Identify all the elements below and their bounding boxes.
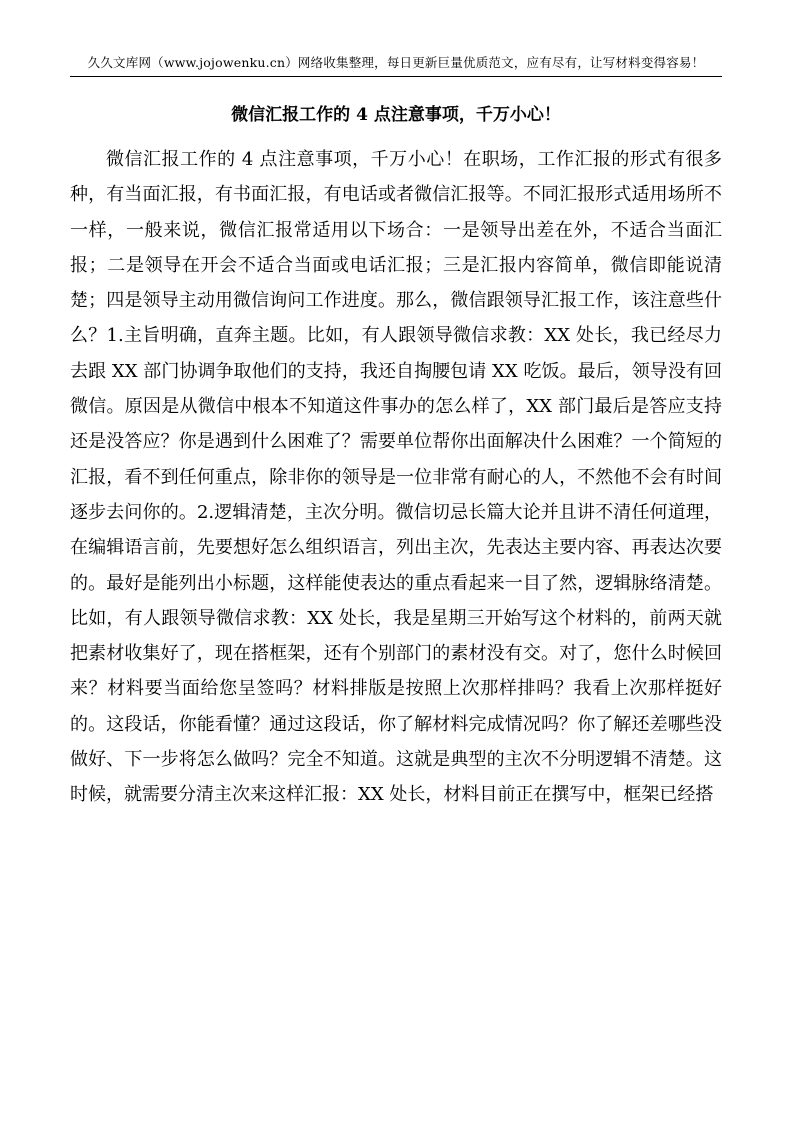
header-divider (70, 76, 722, 77)
page-header: 久久文库网（www.jojowenku.cn）网络收集整理，每日更新巨量优质范文，应有尽有，让写材料变得容易！ (87, 55, 705, 70)
document-title: 微信汇报工作的 4 点注意事项，千万小心！ (231, 105, 561, 125)
document-body: 微信汇报工作的 4 点注意事项，千万小心！在职场，工作汇报的形式有很多种，有当面汇报，有书面汇报，有电话或者微信汇报等。不同汇报形式适用场所不一样，一般来说，微信汇报常适用以下场合：一是领导出差在外，不适合当面汇报；二是领导在开会不适合当面或电话汇报；三是汇报内容简单，微信即能说清楚；四是领导主动用微信询问工作进度。那么，微信跟领导汇报工作，该注意些什么？1.主旨明确，直奔主题。比如，有人跟领导微信求教：XX 处长，我已经尽力去跟 XX 部门协调争取他们的支持，我还自掏腰包请 XX 吃饭。最后，领导没有回微信。原因是从微信中根本不知道这件事办的怎么样了，XX 部门最后是答应支持还是没答应？你是遇到什么困难了？需要单位帮你出面解决什么困难？一个简短的汇报，看不到任何重点，除非你的领导是一位非常有耐心的人，不然他不会有时间逐步去问你的。2.逻辑清楚，主次分明。微信切忌长篇大论并且讲不清任何道理，在编辑语言前，先要想好怎么组织语言，列出主次，先表达主要内容、再表达次要的。最好是能列出小标题，这样能使表达的重点看起来一目了然，逻辑脉络清楚。比如，有人跟领导微信求教：XX 处长，我是星期三开始写这个材料的，前两天就把素材收集好了，现在搭框架，还有个别部门的素材没有交。对了，您什么时候回来？材料要当面给您呈签吗？材料排版是按照上次那样排吗？我看上次那样挺好的。这段话，你能看懂？通过这段话，你了解材料完成情况吗？你了解还差哪些没做好、下一步将怎么做吗？完全不知道。这就是典型的主次不分明逻辑不清楚。这时候，就需要分清主次来这样汇报：XX 处长，材料目前正在撰写中，框架已经搭 (70, 149, 722, 806)
